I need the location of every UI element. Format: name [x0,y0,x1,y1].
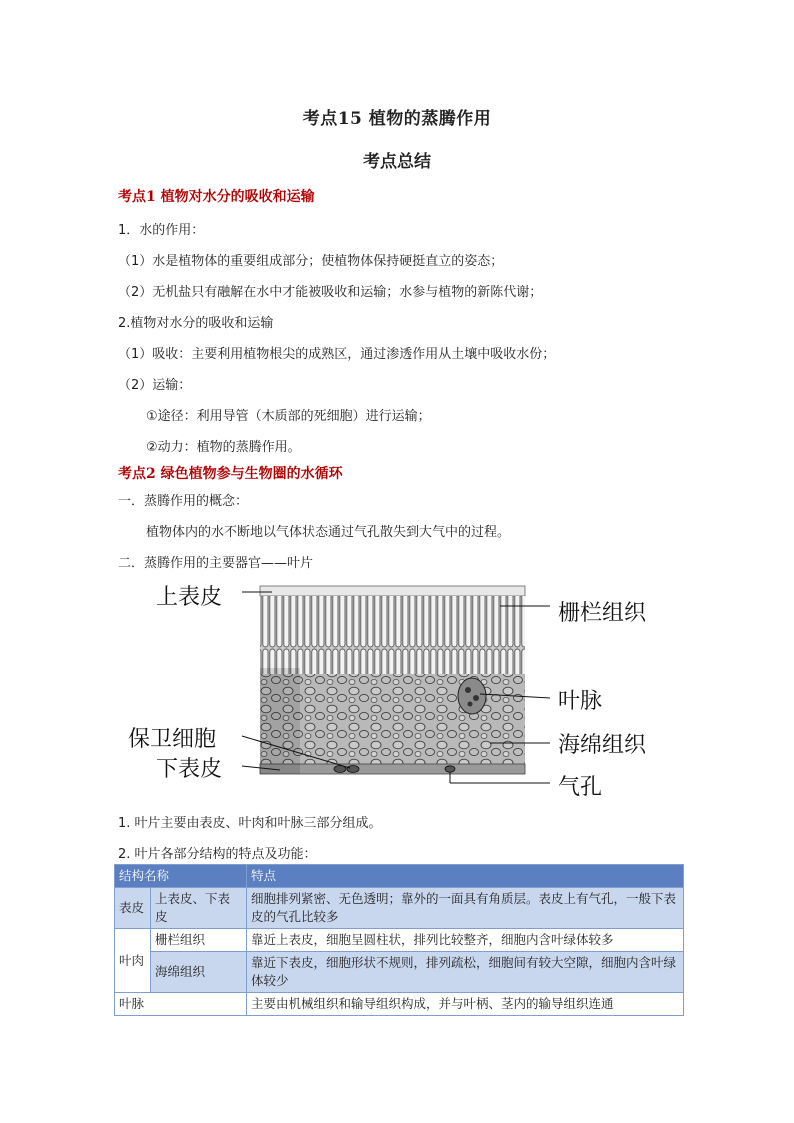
leaf-cross-section-figure [128,578,700,800]
note-line: 1. 叶片主要由表皮、叶肉和叶脉三部分组成。 [118,816,382,831]
cell-vein-desc: 主要由机械组织和输导组织构成，并与叶柄、茎内的输导组织连通 [247,993,684,1016]
label-palisade: 栅栏组织 [558,601,647,626]
table-row [115,952,684,993]
page-title: 考点15 植物的蒸腾作用 [302,109,492,129]
note-line: 2. 叶片各部分结构的特点及功能： [118,847,317,862]
cell-palisade-desc: 靠近上表皮，细胞呈圆柱状，排列比较整齐，细胞内含叶绿体较多 [247,929,684,952]
section-heading-2: 考点2 绿色植物参与生物圈的水循环 [118,466,343,482]
cell-epidermis-desc: 细胞排列紧密、无色透明；靠外的一面具有角质层。表皮上有气孔，一般下表皮的气孔比较多 [247,888,684,929]
cell-mesophyll-group: 叶肉 [115,929,151,993]
text-line: （1）水是植物体的重要组成部分；使植物体保持硬挺直立的姿态； [118,254,504,269]
text-line: （1）吸收：主要利用植物根尖的成熟区，通过渗透作用从土壤中吸收水份； [118,347,556,362]
table-row [115,993,684,1016]
text-line: （2）运输： [118,378,192,393]
text-line: ②动力：植物的蒸腾作用。 [146,440,301,455]
leaf-structure-table [114,864,684,1016]
text-line: 1．水的作用： [118,223,205,238]
header-feature: 特点 [247,865,684,888]
label-guard-cell: 保卫细胞 [128,727,217,752]
header-structure-name: 结构名称 [115,865,247,888]
table-row [115,929,684,952]
table-header-row [115,865,684,888]
label-upper-epidermis: 上表皮 [156,585,223,610]
cell-spongy-desc: 靠近下表皮，细胞形状不规则，排列疏松，细胞间有较大空隙，细胞内含叶绿体较少 [247,952,684,993]
cell-epidermis-group: 表皮 [115,888,151,929]
text-line: （2）无机盐只有融解在水中才能被吸收和运输；水参与植物的新陈代谢； [118,285,543,300]
cell-spongy-name: 海绵组织 [151,952,247,993]
cell-palisade-name: 栅栏组织 [151,929,247,952]
text-line: 二．蒸腾作用的主要器官——叶片 [118,556,314,571]
text-line: ①途径：利用导管（木质部的死细胞）进行运输； [146,409,431,424]
label-stoma: 气孔 [558,775,603,800]
section-heading-1: 考点1 植物对水分的吸收和运输 [118,189,315,205]
label-vein: 叶脉 [558,689,603,714]
page-subtitle: 考点总结 [363,152,431,172]
text-line: 一．蒸腾作用的概念： [118,494,249,509]
cell-epidermis-sub: 上表皮、下表皮 [151,888,247,929]
label-lower-epidermis: 下表皮 [156,757,223,782]
text-line: 2.植物对水分的吸收和运输 [118,316,274,331]
label-spongy: 海绵组织 [558,733,647,758]
text-line: 植物体内的水不断地以气体状态通过气孔散失到大气中的过程。 [146,525,511,540]
table-row [115,888,684,929]
cell-vein-name: 叶脉 [115,993,247,1016]
